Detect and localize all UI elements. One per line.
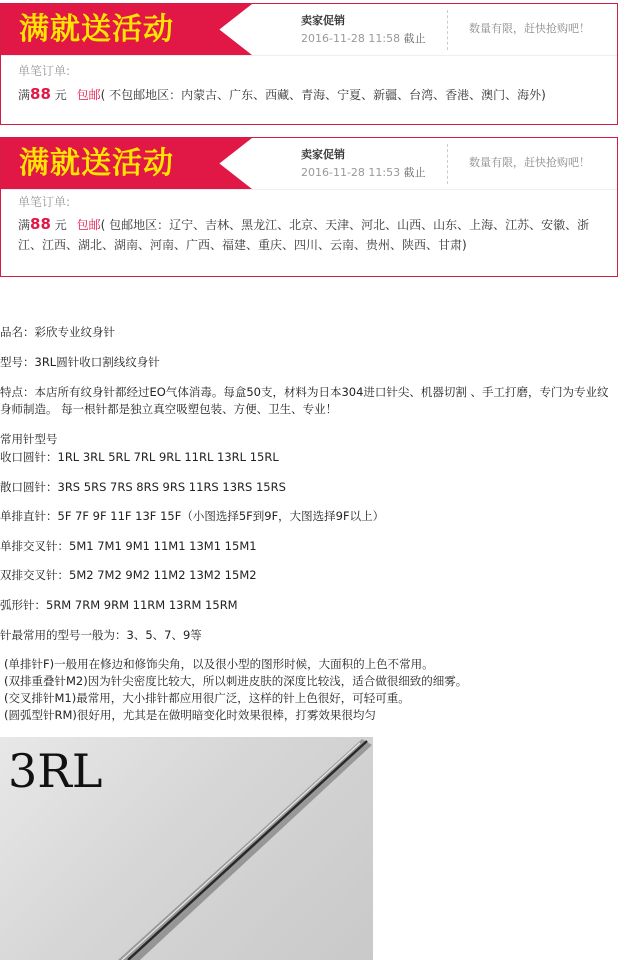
promo-header [1,4,617,56]
seller-name: 卖家促销 [301,14,345,27]
promo-card [0,137,618,277]
divider [447,144,448,184]
needle-notes [4,656,616,724]
order-prefix: 满 [18,218,31,232]
shipping-link[interactable]: 包邮 [76,88,101,102]
shipping-note: ( 不包邮地区：内蒙古、广东、西藏、青海、宁夏、新疆、台湾、香港、澳门、海外) [100,88,546,102]
promo-deadline [301,166,441,180]
product-photo [0,737,373,960]
order-label: 单笔订单: [18,195,71,209]
needle-m1-line: 单排交叉针：5M1 7M1 9M1 11M1 13M1 15M1 [0,539,257,553]
order-amount: 88 [30,215,51,233]
promo-date: 2016-11-28 11:53 [301,166,401,179]
promo-banner-title: 满就送活动 [19,12,174,47]
needle-rl-line: 收口圆针：1RL 3RL 5RL 7RL 9RL 11RL 13RL 15RL [0,450,279,464]
promo-header [1,138,617,190]
promo-banner-title: 满就送活动 [19,146,174,181]
promo-date-suffix: 截止 [403,166,426,179]
photo-label: 3RL [8,744,103,798]
order-rule [18,84,608,105]
limited-quantity-text: 数量有限，赶快抢购吧！ [469,22,590,35]
common-needles-heading: 常用针型号 [0,432,58,446]
needle-m2-line: 双排交叉针：5M2 7M2 9M2 11M2 13M2 15M2 [0,568,257,582]
note-line: (单排针F)一般用在修边和修饰尖角，以及很小型的图形时候，大面积的上色不常用。 [4,657,434,671]
promo-card [0,3,618,125]
most-common-line: 针最常用的型号一般为：3、5、7、9等 [0,628,202,642]
promo-deadline [301,32,441,46]
order-unit: 元 [54,218,67,232]
promo-date: 2016-11-28 11:58 [301,32,401,45]
needle-f-line: 单排直针：5F 7F 9F 11F 13F 15F（小图选择5F到9F，大图选择9F以上） [0,509,385,523]
order-amount: 88 [30,85,51,103]
note-line: (圆弧型针RM)很好用，尤其是在做明暗变化时效果很棒，打雾效果很均匀 [4,708,376,722]
order-label: 单笔订单: [18,64,71,78]
seller-info [301,14,441,46]
needle-rm-line: 弧形针：5RM 7RM 9RM 11RM 13RM 15RM [0,598,238,612]
seller-info [301,148,441,180]
product-features: 特点：本店所有纹身针都经过EO气体消毒。每盒50支，材料为日本304进口针尖、机器切割 、手工打磨，专门为专业纹身师制造。 每一根针都是独立真空吸塑包装、方便、卫生、专业！ [0,385,609,416]
note-line: (双排重叠针M2)因为针尖密度比较大，所以刺进皮肤的深度比较浅，适合做很细致的细雾。 [4,674,468,688]
product-name: 品名：彩欣专业纹身针 [0,325,115,339]
product-model: 型号：3RL圆针收口割线纹身针 [0,355,160,369]
divider [447,10,448,50]
shipping-note: ( 包邮地区：辽宁、吉林、黑龙江、北京、天津、河北、山西、山东、上海、江苏、安徽、浙江、江西、湖北、湖南、河南、广西、福建、重庆、四川、云南、贵州、陕西、甘肃) [18,218,590,252]
order-rule [18,214,608,255]
seller-name: 卖家促销 [301,148,345,161]
order-prefix: 满 [18,88,31,102]
promo-date-suffix: 截止 [403,32,426,45]
limited-quantity-text: 数量有限，赶快抢购吧！ [469,156,590,169]
note-line: (交叉排针M1)最常用，大小排针都应用很广泛，这样的针上色很好，可轻可重。 [4,691,410,705]
order-unit: 元 [54,88,67,102]
shipping-link[interactable]: 包邮 [76,218,101,232]
needle-rs-line: 散口圆针：3RS 5RS 7RS 8RS 9RS 11RS 13RS 15RS [0,480,286,494]
